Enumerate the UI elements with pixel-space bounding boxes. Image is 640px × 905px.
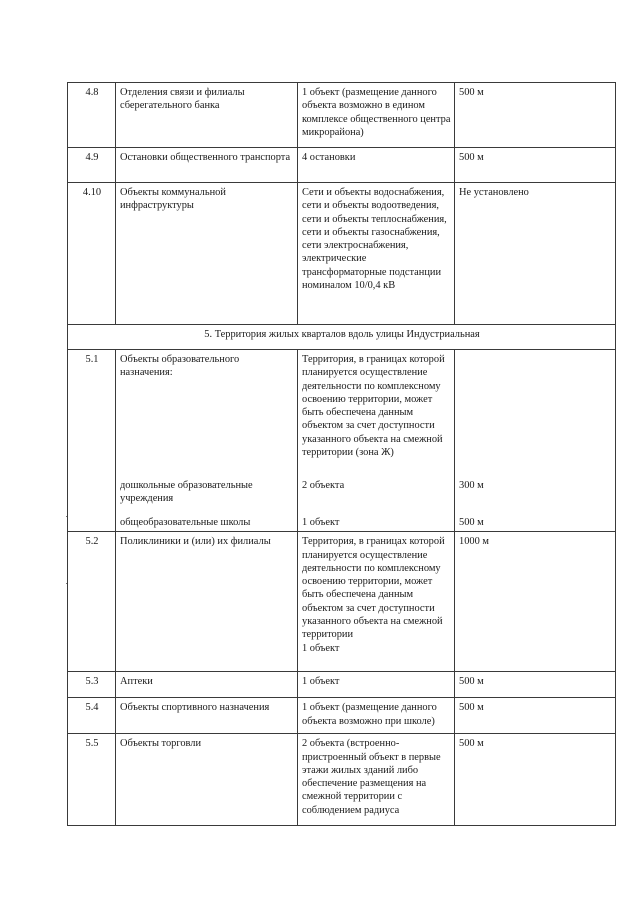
object-distance: 500 м <box>455 148 616 183</box>
object-name: Аптеки <box>116 672 298 698</box>
object-distance: 500 м <box>455 698 616 734</box>
object-name: Отделения связи и филиалы сберегательного банка <box>116 83 298 148</box>
row-number: 5.5 <box>68 734 116 826</box>
row-number: 5.1 <box>68 350 116 532</box>
row-number: 4.8 <box>68 83 116 148</box>
table-row <box>68 183 616 325</box>
object-value: 1 объект (размещение данного объекта возможно при школе) <box>298 698 455 734</box>
category-label: Объекты образовательного назначения: <box>120 354 240 379</box>
object-distance: Не установлено <box>455 183 616 325</box>
availability-note: Территория, в границах которой планируется осуществление деятельности по комплексному освоению территории, может быть обеспечена данным объектом за счет доступности указанного объекта на смежной территории (зона Ж) <box>302 354 445 459</box>
section-title: 5. Территория жилых кварталов вдоль улицы Индустриальная <box>68 325 616 350</box>
row-number: 5.2 <box>68 532 116 672</box>
subitem-name: дошкольные образовательные учреждения <box>120 480 253 505</box>
object-value <box>298 532 455 672</box>
table-row <box>68 672 616 698</box>
row-number: 5.3 <box>68 672 116 698</box>
subitem-value: 1 объект <box>302 517 340 528</box>
object-name: Остановки общественного транспорта <box>116 148 298 183</box>
table-row <box>68 734 616 826</box>
row-number: 5.4 <box>68 698 116 734</box>
subitem-distance: 300 м <box>459 480 484 491</box>
object-distance: 500 м <box>455 672 616 698</box>
planning-table <box>67 82 616 826</box>
table-row <box>68 83 616 148</box>
object-name: Объекты спортивного назначения <box>116 698 298 734</box>
object-name: Объекты торговли <box>116 734 298 826</box>
object-value: 4 остановки <box>298 148 455 183</box>
row-number: 4.9 <box>68 148 116 183</box>
object-distance <box>455 350 616 532</box>
object-value <box>298 350 455 532</box>
object-value: 1 объект (размещение данного объекта возможно в едином комплексе общественного центра микрорайона) <box>298 83 455 148</box>
object-count: 1 объект <box>302 642 340 654</box>
object-name <box>116 350 298 532</box>
object-distance: 1000 м <box>455 532 616 672</box>
availability-note: Территория, в границах которой планируется осуществление деятельности по комплексному освоению территории, может быть обеспечена данным объектом за счет доступности указанного объекта на смежной территории <box>302 536 445 641</box>
object-value: 1 объект <box>298 672 455 698</box>
table-row <box>68 148 616 183</box>
subitem-value: 2 объекта <box>302 480 345 491</box>
row-number: 4.10 <box>68 183 116 325</box>
table-row <box>68 698 616 734</box>
section-row <box>68 325 616 350</box>
object-name: Объекты коммунальной инфраструктуры <box>116 183 298 325</box>
table-row <box>68 350 616 532</box>
subitem-name: общеобразовательные школы <box>120 517 251 528</box>
object-distance: 500 м <box>455 734 616 826</box>
object-name: Поликлиники и (или) их филиалы <box>116 532 298 672</box>
table-row <box>68 532 616 672</box>
object-value: 2 объекта (встроенно-пристроенный объект в первые этажи жилых зданий либо обеспечение размещения на смежной территории с соблюдением радиуса <box>298 734 455 826</box>
subitem-distance: 500 м <box>459 517 484 528</box>
object-distance: 500 м <box>455 83 616 148</box>
object-value: Сети и объекты водоснабжения, сети и объекты водоотведения, сети и объекты теплоснабжения, сети и объекты газоснабжения, сети электроснабжения, электрические трансформаторные подстанции номиналом 10/0,4 кВ <box>298 183 455 325</box>
